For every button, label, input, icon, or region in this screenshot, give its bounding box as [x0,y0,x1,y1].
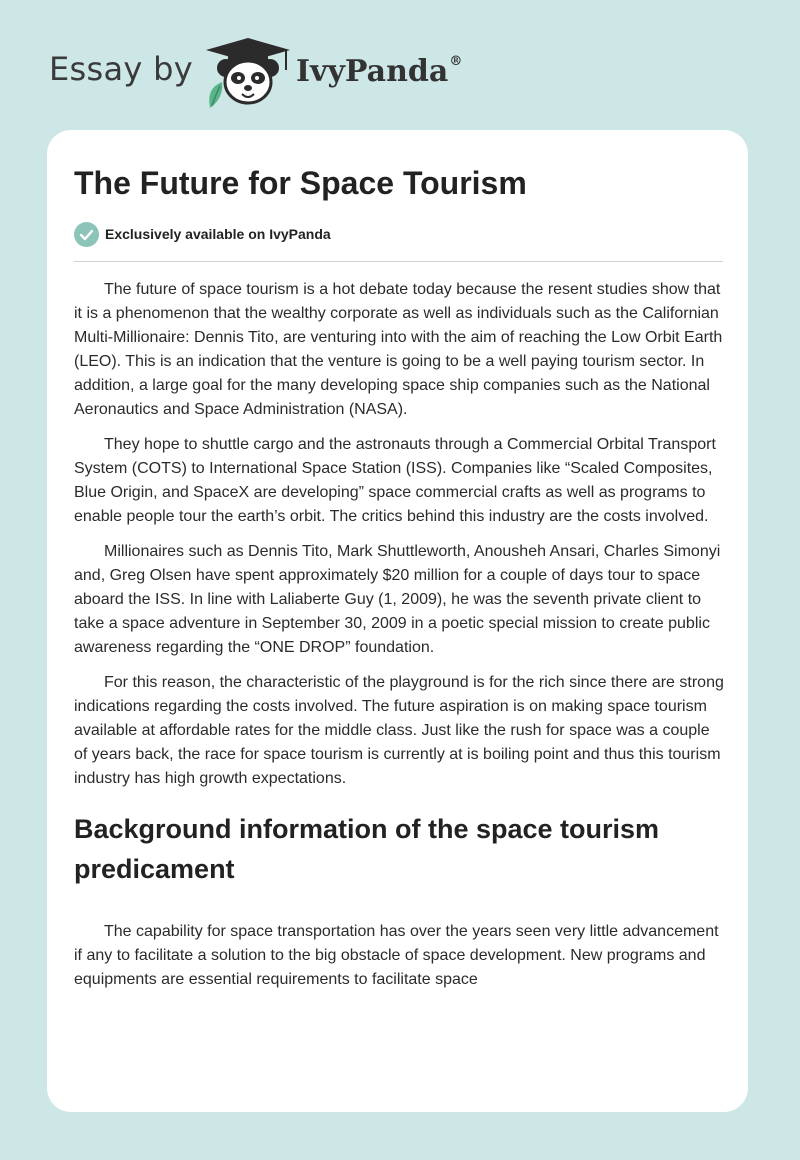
site-header [0,0,800,130]
page-title: The Future for Space Tourism [74,165,527,201]
essay-body [74,278,724,1003]
divider [74,261,723,262]
paragraph: For this reason, the characteristic of the playground is for the rich since there are strong indications regarding the costs involved. The future aspiration is on making space tourism available at affordable rates for the middle class. Just like the rush for space was a couple of years back, the race for space tourism is currently at is boiling point and thus this tourism industry has high growth expectations. [74,674,724,787]
brand-logo-text: IvyPanda® [296,54,463,89]
paragraph: They hope to shuttle cargo and the astronauts through a Commercial Orbital Transport System (COTS) to International Space Station (ISS). Companies like “Scaled Composites, Blue Origin, and SpaceX are developing” space commercial crafts as well as programs to enable people tour the earth’s orbit. The critics behind this industry are the costs involved. [74,436,716,525]
essay-by-label: Essay by [49,50,193,88]
badge-label: Exclusively available on IvyPanda [105,226,331,242]
checkmark-icon [74,222,99,247]
panda-graduate-icon [202,36,294,108]
exclusive-badge [74,221,331,247]
paragraph: Millionaires such as Dennis Tito, Mark Shuttleworth, Anousheh Ansari, Charles Simonyi and, Greg Olsen have spent approximately $20 million for a couple of days tour to space aboard the ISS. In line with Laliaberte Guy (1, 2009), he was the seventh private client to take a space adventure in September 30, 2009 in a poetic special mission to create public awareness regarding the “ONE DROP” foundation. [74,543,721,656]
paragraph: The future of space tourism is a hot debate today because the resent studies show that it is a phenomenon that the wealthy corporate as well as individuals such as the Californian Multi-Millionaire: Dennis Tito, are venturing into with the aim of reaching the Low Orbit Earth (LEO). This is an indication that the venture is going to be a well paying tourism sector. In addition, a large goal for the many developing space ship companies such as the National Aeronautics and Space Administration (NASA). [74,281,723,418]
essay-card [47,130,748,1112]
paragraph: The capability for space transportation has over the years seen very little advancement if any to facilitate a solution to the big obstacle of space development. New programs and equipments are essential requirements to facilitate space [74,923,719,988]
section-heading: Background information of the space tourism predicament [74,814,660,884]
